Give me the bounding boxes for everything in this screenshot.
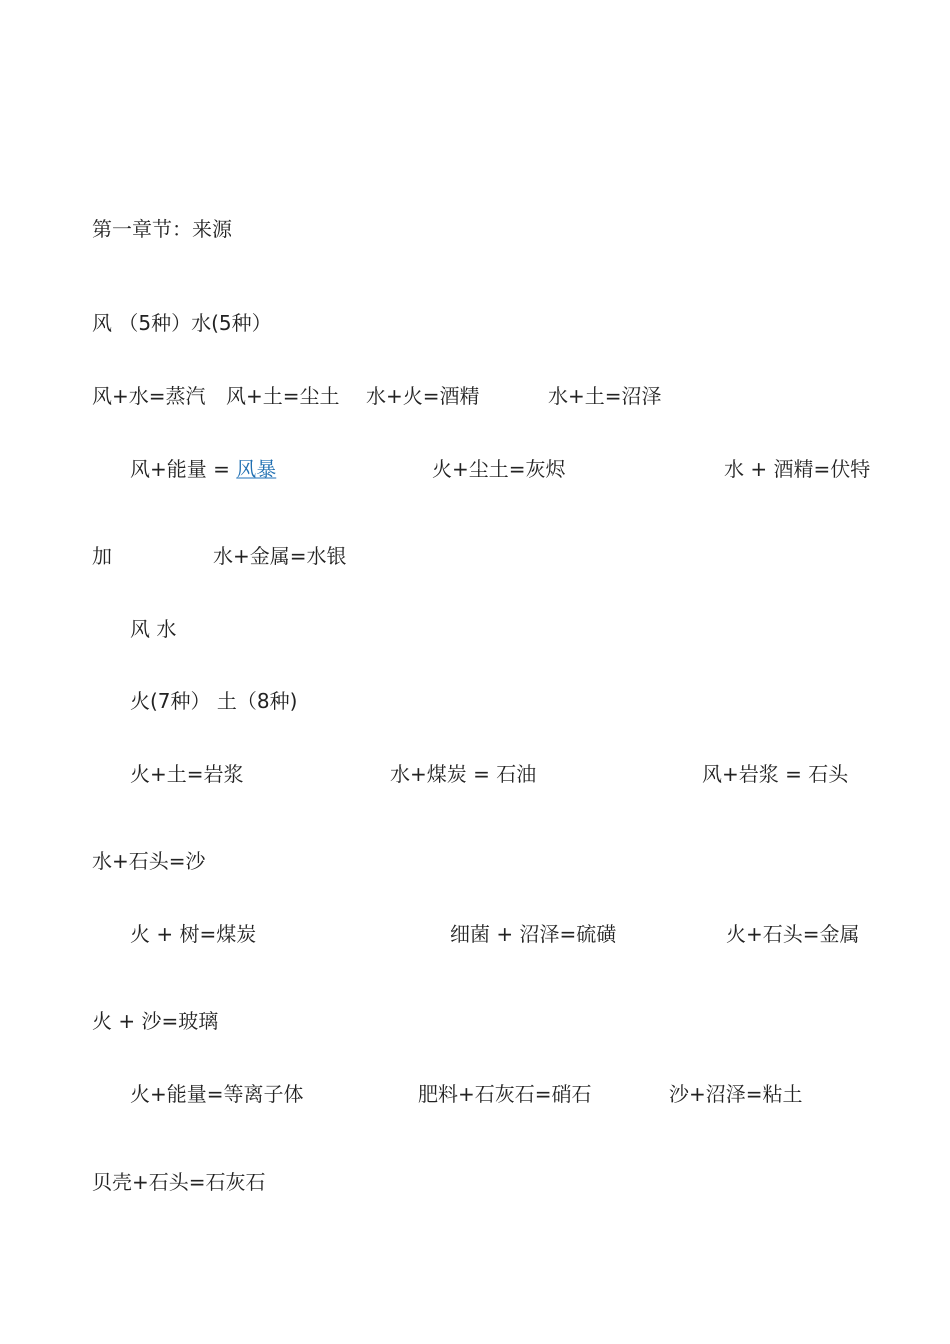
- recipe-swamp: 水+土=沼泽: [548, 384, 662, 408]
- recipe-storm-prefix: 风+能量 =: [130, 457, 237, 481]
- recipe-alcohol: 水+火=酒精: [366, 384, 480, 408]
- group-wind-water: 风 水: [130, 617, 177, 641]
- recipe-plasma: 火+能量=等离子体: [130, 1082, 304, 1106]
- recipe-saltpeter: 肥料+石灰石=硝石: [418, 1082, 592, 1106]
- chapter-heading: 第一章节：来源: [92, 217, 232, 241]
- recipe-sulfur: 细菌 + 沼泽=硫磺: [450, 922, 617, 946]
- recipe-glass: 火 + 沙=玻璃: [92, 1009, 219, 1033]
- add-label: 加: [92, 544, 112, 568]
- recipe-dust: 风+土=尘土: [226, 384, 340, 408]
- group-fire-earth-count: 火(7种） 土（8种): [130, 689, 298, 713]
- recipe-steam: 风+水=蒸汽: [92, 384, 206, 408]
- recipe-metal: 火+石头=金属: [726, 922, 860, 946]
- recipe-oil: 水+煤炭 = 石油: [390, 762, 537, 786]
- recipe-storm: [130, 456, 276, 482]
- recipe-sand: 水+石头=沙: [92, 849, 206, 873]
- group-wind-water-count: 风 （5种）水(5种）: [92, 311, 272, 335]
- recipe-stone: 风+岩浆 = 石头: [702, 762, 849, 786]
- recipe-mercury: 水+金属=水银: [213, 544, 347, 568]
- recipe-ash: 火+尘土=灰烬: [432, 457, 566, 481]
- recipe-volt: 水 + 酒精=伏特: [724, 457, 871, 481]
- storm-link[interactable]: 风暴: [236, 457, 277, 481]
- recipe-coal: 火 + 树=煤炭: [130, 922, 257, 946]
- recipe-clay: 沙+沼泽=粘土: [669, 1082, 803, 1106]
- recipe-lava: 火+土=岩浆: [130, 762, 244, 786]
- recipe-limestone: 贝壳+石头=石灰石: [92, 1170, 266, 1194]
